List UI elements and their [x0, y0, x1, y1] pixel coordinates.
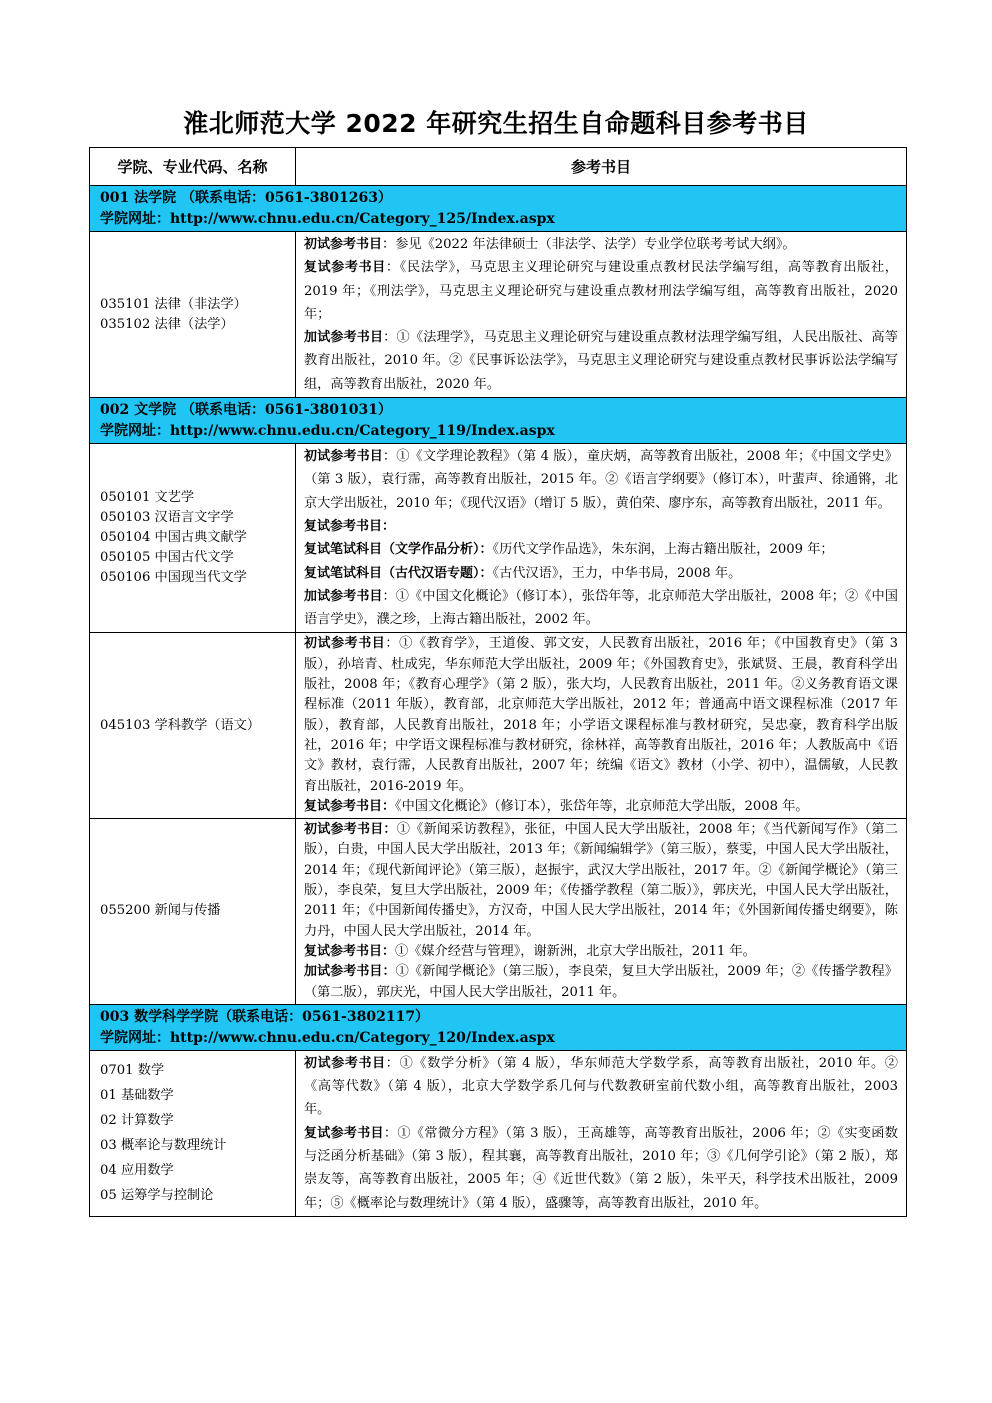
table-row	[90, 819, 907, 1005]
column-header-college: 学院、专业代码、名称	[90, 148, 296, 186]
program-code: 055200 新闻与传播	[100, 903, 221, 919]
department-row	[90, 186, 907, 232]
book-entry	[304, 1122, 898, 1215]
entry-label: 加试参考书目：	[304, 964, 396, 980]
entry-text: ：①《常微分方程》（第 3 版），王高雄等，高等教育出版社，2006 年；②《实变函数与泛函分析基础》（第 3 版），程其襄，高等教育出版社，2010 年；③《几何学引论》（第 2 版），郑崇友等，高等教育出版社，2005 年；④《近世代数》（第 2 版），朱平天，科学技术出版社，2009 年；⑤《概率论与数理统计》（第 4 版），盛骤等，高等教育出版社，2010 年。	[304, 1125, 898, 1211]
entry-text: ①《新闻学概论》（第三版），李良荣，复旦大学出版社，2009 年；②《传播学教程》（第二版），郭庆光，中国人民大学出版社，2011 年。	[304, 964, 898, 1000]
program-codes	[90, 1050, 296, 1216]
department-header	[90, 186, 907, 232]
book-entry	[304, 445, 898, 515]
program-codes	[90, 633, 296, 819]
program-code: 050103 汉语言文字学	[100, 510, 234, 526]
entry-label: 复试笔试科目（文学作品分析）：	[304, 542, 493, 558]
table-row	[90, 633, 907, 819]
program-code: 045103 学科教学（语文）	[100, 717, 261, 733]
program-code: 035101 法律（非法学）	[100, 296, 247, 312]
book-entry	[304, 634, 898, 796]
program-code: 02 计算数学	[100, 1113, 174, 1129]
department-url: 学院网址：http://www.chnu.edu.cn/Category_119/Index.aspx	[100, 423, 555, 440]
entry-label: 加试参考书目	[304, 588, 383, 604]
entry-label: 初试参考书目	[304, 449, 383, 465]
entry-label: 初试参考书目	[304, 1055, 386, 1071]
book-entry	[304, 562, 898, 585]
book-entry	[304, 233, 898, 256]
entry-text: ：①《教育学》，王道俊、郭文安，人民教育出版社，2016 年；《中国教育史》（第 3 版），孙培青、杜成宪，华东师范大学出版社，2009 年；《外国教育史》，张斌贤、王晨，教育科学出版社，2008 年；《教育心理学》（第 2 版），张大均，人民教育出版社，2011 年。②义务教育语文课程标准（2011 年版），教育部，北京师范大学出版社，2012 年；普通高中语文课程标准（2017 年版），教育部，人民教育出版社，2018 年；小学语文课程标准与教材研究，吴忠豪，教育科学出版社，2016 年；中学语文课程标准与教材研究，徐林祥，高等教育出版社，2016 年；人教版高中《语文》教材，袁行霈，人民教育出版社，2007 年；统编《语文》教材（小学、初中），温儒敏，人民教育出版社，2016-2019 年。	[304, 636, 898, 794]
book-entry	[304, 538, 898, 561]
column-header-books: 参考书目	[296, 148, 907, 186]
entry-text: ：①《数学分析》（第 4 版），华东师范大学数学系，高等教育出版社，2010 年。②《高等代数》（第 4 版），北京大学数学系几何与代数教研室前代数小组，高等教育出版社，2003 年。	[304, 1055, 898, 1118]
program-code: 050105 中国古代文学	[100, 550, 234, 566]
entry-label: 复试参考书目：	[304, 518, 396, 534]
department-header	[90, 398, 907, 444]
book-entry	[304, 1052, 898, 1122]
entry-label: 初试参考书目：	[304, 822, 397, 838]
entry-label: 初试参考书目	[304, 636, 386, 652]
book-entry	[304, 820, 898, 942]
program-code: 035102 法律（法学）	[100, 316, 234, 332]
book-list	[296, 633, 907, 819]
entry-text: 《历代文学作品选》，朱东润，上海古籍出版社，2009 年；	[492, 542, 834, 558]
department-title: 001 法学院 （联系电话：0561-3801263）	[100, 190, 392, 206]
entry-text: ：参见《2022 年法律硕士（非法学、法学）专业学位联考考试大纲》。	[382, 237, 796, 252]
entry-text: ：①《文学理论教程》（第 4 版），童庆炳，高等教育出版社，2008 年；《中国文学史》（第 3 版），袁行霈，高等教育出版社，2015 年。②《语言学纲要》（修订本），叶蜚声、徐通锵，北京大学出版社，2010 年；《现代汉语》（增订 5 版），黄伯荣、廖序东，高等教育出版社，2011 年。	[304, 449, 898, 511]
program-code: 05 运筹学与控制论	[100, 1188, 214, 1204]
department-url: 学院网址：http://www.chnu.edu.cn/Category_120/Index.aspx	[100, 1029, 555, 1046]
entry-text: ：①《中国文化概论》（修订本），张岱年等，北京师范大学出版社，2008 年；②《中国语言学史》，濮之珍，上海古籍出版社，2002 年。	[304, 588, 898, 628]
department-row	[90, 398, 907, 444]
book-list	[296, 1050, 907, 1216]
department-row	[90, 1004, 907, 1050]
entry-label: 初试参考书目	[304, 237, 383, 252]
entry-label: 复试参考书目：	[304, 798, 396, 814]
book-list	[296, 232, 907, 398]
department-header	[90, 1004, 907, 1050]
reference-books-table	[89, 147, 907, 1217]
entry-text: 《中国文化概论》（修订本），张岱年等，北京师范大学出版，2008 年。	[395, 798, 809, 814]
program-code: 03 概率论与数理统计	[100, 1138, 227, 1154]
program-code: 0701 数学	[100, 1063, 165, 1079]
program-code: 01 基础数学	[100, 1088, 174, 1104]
program-code: 050101 文艺学	[100, 490, 195, 506]
program-code: 04 应用数学	[100, 1163, 174, 1179]
entry-label: 加试参考书目	[304, 330, 384, 346]
entry-label: 复试参考书目	[304, 260, 386, 276]
table-row	[90, 1050, 907, 1216]
program-code: 050104 中国古典文献学	[100, 530, 247, 546]
book-list	[296, 819, 907, 1005]
department-url: 学院网址：http://www.chnu.edu.cn/Category_125/Index.aspx	[100, 211, 555, 227]
book-entry	[304, 962, 898, 1003]
department-title: 002 文学院 （联系电话：0561-3801031）	[100, 402, 392, 419]
entry-label: 复试参考书目	[304, 1125, 384, 1141]
department-title: 003 数学科学学院（联系电话：0561-3802117）	[100, 1008, 430, 1025]
program-codes	[90, 444, 296, 633]
book-entry	[304, 797, 898, 817]
entry-text: ：①《法理学》，马克思主义理论研究与建设重点教材法理学编写组，人民出版社、高等教育出版社，2010 年。②《民事诉讼法学》，马克思主义理论研究与建设重点教材民事诉讼法学编写组，高等教育出版社，2020 年。	[304, 330, 898, 392]
program-codes	[90, 819, 296, 1005]
page-title: 淮北师范大学 2022 年研究生招生自命题科目参考书目	[183, 109, 809, 138]
entry-text: ：《民法学》，马克思主义理论研究与建设重点教材民法学编写组，高等教育出版社，2019 年；《刑法学》，马克思主义理论研究与建设重点教材刑法学编写组，高等教育出版社，2020 年；	[304, 260, 898, 322]
entry-text: ①《新闻采访教程》，张征，中国人民大学出版社，2008 年；《当代新闻写作》（第二版），白贵，中国人民大学出版社，2013 年；《新闻编辑学》（第三版），蔡雯，中国人民大学出版社，2014 年；《现代新闻评论》（第三版），赵振宇，武汉大学出版社，2017 年。②《新闻学概论》（第三版），李良荣，复旦大学出版社，2009 年；《传播学教程（第二版）》，郭庆光，中国人民大学出版社，2011 年；《中国新闻传播史》，方汉奇，中国人民大学出版社，2014 年；《外国新闻传播史纲要》，陈力丹，中国人民大学出版社，2014 年。	[304, 822, 898, 939]
table-row	[90, 444, 907, 633]
book-entry	[304, 585, 898, 632]
book-list	[296, 444, 907, 633]
entry-text: ①《媒介经营与管理》，谢新洲，北京大学出版社，2011 年。	[395, 943, 756, 959]
entry-text: 《古代汉语》，王力，中华书局，2008 年。	[492, 565, 742, 581]
entry-label: 复试笔试科目（古代汉语专题）：	[304, 565, 493, 581]
book-entry	[304, 515, 898, 538]
book-entry	[304, 256, 898, 326]
book-entry	[304, 326, 898, 396]
table-row	[90, 232, 907, 398]
program-codes	[90, 232, 296, 398]
table-header-row	[90, 148, 907, 186]
program-code: 050106 中国现当代文学	[100, 570, 247, 586]
book-entry	[304, 942, 898, 962]
entry-label: 复试参考书目：	[304, 943, 396, 959]
